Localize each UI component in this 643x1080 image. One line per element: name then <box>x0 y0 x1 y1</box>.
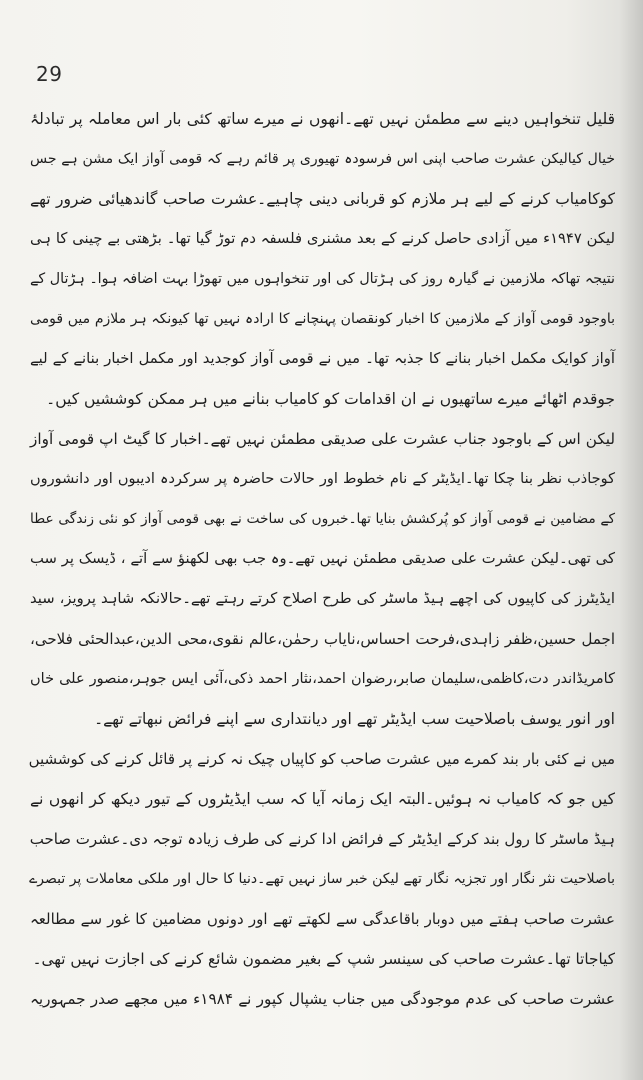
text-line: ہیڈ ماسٹر کا رول بند کرکے ایڈیٹر کے فرائض ادا کرنے کی طرف زیادہ توجہ دی۔عشرت صاحب <box>29 830 615 848</box>
text-line: آواز کوایک مکمل اخبار بنانے کا جذبہ تھا۔ میں نے قومی آواز کوجدید اور مکمل اخبار بنانے کے لیے <box>30 350 615 367</box>
text-line: کیں جو کہ کامیاب نہ ہوئیں۔البتہ ایک زمانہ آیا کہ سب ایڈیٹروں کے تیور دیکھ کر انھوں نے <box>30 790 615 808</box>
text-line: باوجود قومی آواز کے ملازمین کا اخبار کونقصان پہنچانے کا ارادہ نہیں تھا کیونکہ ہر ملازم میں قومی <box>30 311 615 327</box>
text-line: کوکامیاب کرنے کے لیے ہر ملازم کو قربانی دینی چاہیے۔عشرت صاحب گاندھیائی ضرور تھے <box>30 190 615 208</box>
page-number: 29 <box>36 62 63 86</box>
text-line: عشرت صاحب ہفتے میں دوبار باقاعدگی سے لکھتے تھے اور دونوں مضامین کا غور سے مطالعہ <box>30 910 615 928</box>
text-line: اور انور یوسف باصلاحیت سب ایڈیٹر تھے اور دیانتداری سے اپنے فرائض نبھاتے تھے۔ <box>94 710 615 728</box>
text-line: قلیل تنخواہیں دینے سے مطمئن نہیں تھے۔انھوں نے میرے ساتھ کئی بار اس معاملہ پر تبادلۂ <box>30 110 615 128</box>
text-line: کی تھی۔لیکن عشرت علی صدیقی مطمئن نہیں تھے۔وہ جب بھی لکھنؤ سے آتے ، ڈیسک پر سب <box>30 550 615 567</box>
body-text <box>30 104 615 1064</box>
text-line: باصلاحیت نثر نگار اور تجزیہ نگار تھے لیکن خبر ساز نہیں تھے۔دنیا کا حال اور ملکی معاملات پر تبصرے <box>29 871 615 887</box>
text-line: کیاجاتا تھا۔عشرت صاحب کی سینسر شپ کے بغیر مضمون شائع کرنے کی اجازت نہیں تھی۔ <box>32 950 615 968</box>
text-line: لیکن اس کے باوجود جناب عشرت علی صدیقی مطمئن نہیں تھے۔اخبار کا گیٹ اپ قومی آواز <box>30 430 615 448</box>
page-edge-shadow <box>619 0 643 1080</box>
text-line: کوجاذب نظر بنا چکا تھا۔ایڈیٹر کے نام خطوط اور حالات حاضرہ پر سرکردہ ادیبوں اور دانشوروں <box>30 471 615 487</box>
text-line: ایڈیٹرز کی کاپیوں کی اچھے ہیڈ ماسٹر کی طرح اصلاح کرتے رہتے تھے۔حالانکہ شاہد پرویز، سید <box>30 590 615 607</box>
text-line: عشرت صاحب کی عدم موجودگی میں جناب یشپال کپور نے ۱۹۸۴ء میں مجھے صدر جمہوریہ <box>30 990 615 1008</box>
text-line: جوقدم اٹھائے میرے ساتھیوں نے ان اقدامات کو کامیاب بنانے میں ہر ممکن کوششیں کیں۔ <box>46 390 615 408</box>
text-line: خیال کیالیکن عشرت صاحب اپنی اس فرسودہ تھیوری پر قائم رہے کہ قومی آواز ایک مشن ہے جس <box>30 151 615 167</box>
text-line: نتیجہ تھاکہ ملازمین نے گیارہ روز کی ہڑتال کی اور تنخواہوں میں تھوڑا بہت اضافہ ہوا۔ ہڑتال کے <box>30 271 615 287</box>
text-line: کے مضامین نے قومی آواز کو پُرکشش بنایا تھا۔خبروں کی ساخت نے بھی قومی آواز کو نئی زندگی عطا <box>30 511 615 527</box>
text-line: اجمل حسین،ظفر زاہدی،فرحت احساس،نایاب رحمٰن،عالم نقوی،محی الدین،عبدالحئی فلاحی، <box>30 630 615 648</box>
text-line: میں نے کئی بار بند کمرے میں عشرت صاحب کو کاپیاں چیک نہ کرنے پر قائل کرنے کی کوششیں <box>28 750 615 768</box>
text-line: کامریڈاندر دت،کاظمی،سلیمان صابر،رضوان احمد،نثار احمد ذکی،آئی ایس جوہر،منصور علی خاں <box>30 671 615 687</box>
text-line: لیکن ۱۹۴۷ء میں آزادی حاصل کرنے کے بعد مشنری فلسفہ دم توڑ گیا تھا۔ بڑھتی بے چینی کا ہی <box>30 230 615 247</box>
